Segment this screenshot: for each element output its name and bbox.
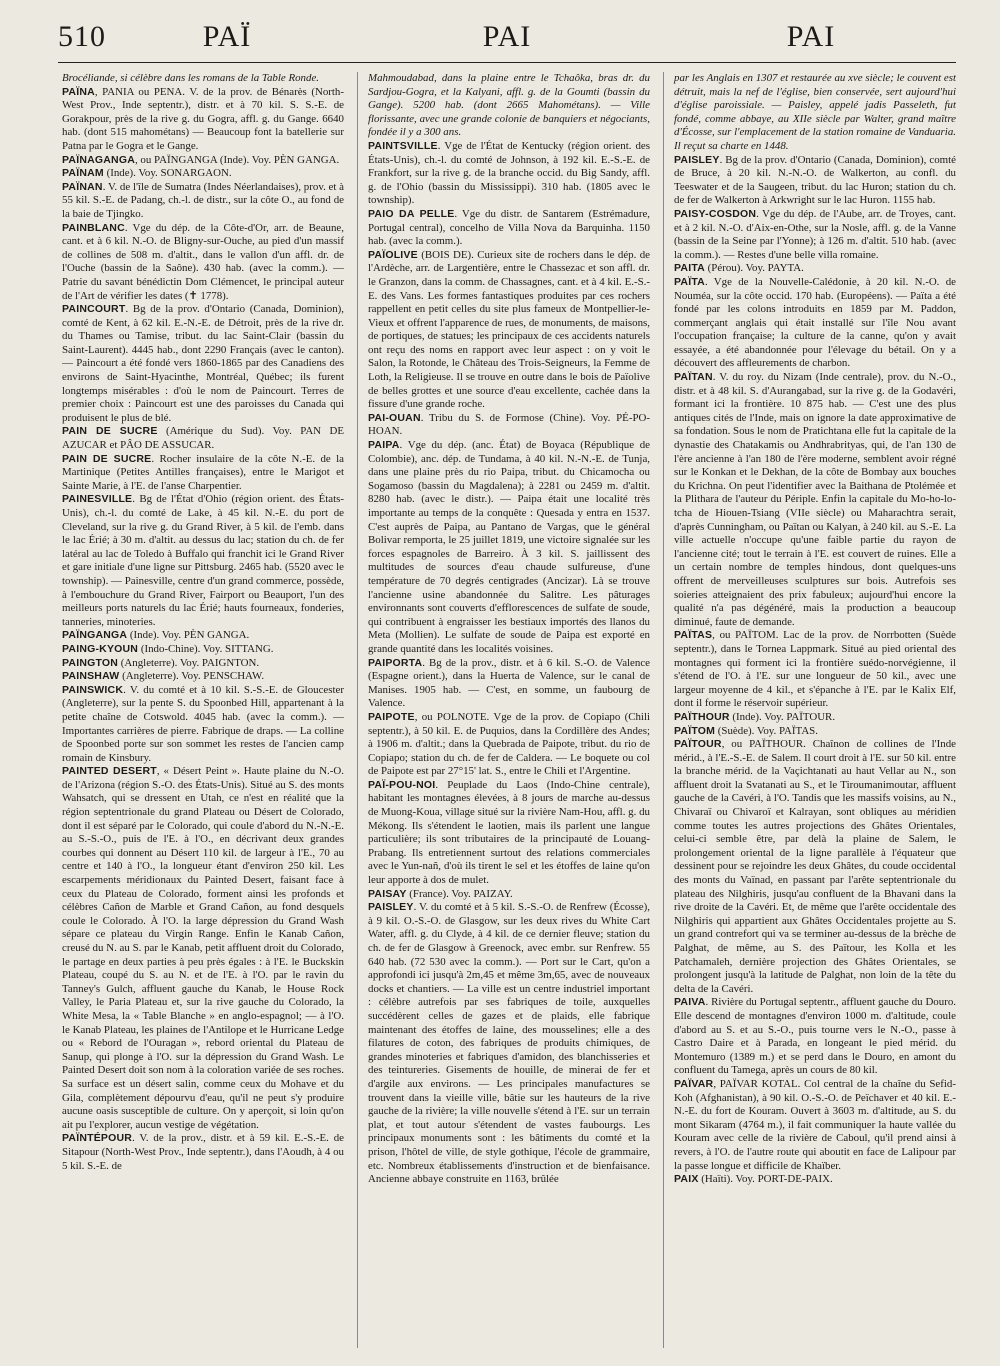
dictionary-entry <box>62 72 344 86</box>
dictionary-entry <box>674 208 956 262</box>
entry-text: . V. de l'île de Sumatra (Indes Néerlandaises), prov. et à 55 kil. S.-E. de Padang, ch.-l. de distr., sur la côte O., au fond de la baie de Tjingko. <box>62 180 344 220</box>
dictionary-entry <box>62 167 344 181</box>
dictionary-entry <box>368 711 650 779</box>
entry-text: . V. du roy. du Nizam (Inde centrale), prov. du N.-O., distr. et à 48 kil. S. d'Aurangabad, sur la rive g. de la Godavéri, formant ici la frontière. 10 875 hab. — C'est une des plus antiques cités de l'Inde, mais on ignore la date approximative de sa fondation. Sous le nom de Pratichtana elle fut la capitale de la dynastie des Chatakamis ou Andhrabrityas, qui, de l'an 130 de l'ère ancienne à l'an 180 de l'ère moderne, semblent avoir régné sur le Konkan et le Dekhan, de la côte de Bombay aux bouches du Krichna. On peut l'identifier avec la Baithana de Ptolémée et la Plithara de l'auteur du Périple. Enfin la capitale du Mo-ho-lo-tcha de Hiouen-Tsiang (VIIe siècle) ou Maharachtra serait, d'après Cunningham, ou Païtan ou Kalyan, à 240 kil. au S.-E. La ville actuelle n'occupe qu'une faible partie du rayon de l'ancienne cité; tout le terrain à l'E. est couvert de ruines. Elle a un certain nombre de temples hindous, dont quelques-uns offrent de merveilleuses sculptures sur bois. Autrefois ses soieries atteignaient des prix fabuleux; aujourd'hui encore la qualité n'a pas dégénéré, mais la production a beaucoup diminué, faute de demande. <box>674 371 956 628</box>
header-left <box>58 20 348 54</box>
entry-headword: PAÏTOUR <box>674 738 722 751</box>
entry-text: . Vge de l'État de Kentucky (région orient. des États-Unis), ch.-l. du comté de Johnson, à 192 kil. E.-S.-E. de Frankfort, sur la rive g. de la branche occid. du Big Sandy, affl. g. de l'Ohio (bassin du Mississippi). 310 hab. (1805 avec le township). <box>368 139 650 207</box>
entry-text: , ou PAÏNGANGA (Inde). Voy. PÈN GANGA. <box>134 153 340 166</box>
entry-headword: PAIO DA PELLE <box>368 207 455 220</box>
entry-text: . Vge du distr. de Santarem (Estrémadure, Portugal central), concelho de Villa Nova da Barquinha. 1150 hab. (avec la comm.). <box>368 207 650 248</box>
running-head-center: PAI <box>482 20 532 53</box>
dictionary-entry <box>62 1132 344 1173</box>
dictionary-entry <box>674 738 956 996</box>
continued-text: par les Anglais en 1307 et restaurée au xve siècle; le couvent est détruit, mais la nef de l'église, bien conservée, sert aujourd'hui d'église paroissiale. — Paisley, appelé jadis Passeleth, fut fondé, comme abbaye, au XIIe siècle par Walter, grand maître d'Écosse, sur l'emplacement de la station romaine de Vanduaria. Il reçut sa charte en 1448. <box>674 72 956 152</box>
dictionary-entry <box>674 72 956 154</box>
entry-text: . Bg de la prov. d'Ontario (Canada, Dominion), comté de Kent, à 62 kil. E.-N.-E. de Détroit, près de la rive dr. du Thames ou Tamise, tribut. du lac Saint-Clair (bassin du Saint-Laurent). 4445 hab., dont 2290 Français (avec le canton). — Paincourt a été fondé vers 1860-1865 par des Canadiens des environs de Saint-Hyacinthe, Montréal, Québec; ils furent longtemps misérables : d'où le nom de Paincourt. Terres de premier choix : Paincourt est une des paroisses du Canada qui produisent le plus de blé. <box>62 303 344 424</box>
dictionary-entry <box>62 657 344 671</box>
entry-text: . Vge du dép. (anc. État) de Boyaca (République de Colombie), anc. dép. de Tundama, à 40 kil. N.-N.-E. de Tunja, dans une plaine près du rio Paipa, tribut. du Chicamocha ou Sogamoso (bassin du Magdalena); à 2281 ou 2459 m. d'altit. 8280 hab. (avec le distr.). — Paipa était une localité très importante au temps de la conquête : Quesada y entra en 1537. C'est auprès de Paipa, au Pantano de Vargas, que le général Bolivar remporta, le 25 juillet 1819, une victoire signalée sur les forces espagnoles de Barreiro. À 3 kil. S. jaillissent des multitudes de sources d'eau chaude sulfureuse, d'une température de 70 degrés centigrades (Ancizar). Là se trouve l'ancienne usine abandonnée du Salitre. Les pâturages environnants sont couverts d'efflorescences de sulfate de soude, qui contribuent à engraisser les bestiaux importés des llanos du Meta (Mollien). Le sulfate de soude de Paipa est exporté en grande quantité dans les localités voisines. <box>368 439 650 655</box>
entry-headword: PAÏTHOUR <box>674 710 730 723</box>
entry-headword: PAIVA <box>674 996 706 1009</box>
entry-text: . Bg de l'État d'Ohio (région orient. des États-Unis), ch.-l. du comté de Lake, à 45 kil. N.-E. du port de Cleveland, sur la rive g. du Grand River, à 5 kil. de l'emb. dans le lac Érié; à 30 m. d'altit. au dessus du lac; station du ch. de fer latéral au lac de Toledo à Buffalo qui franchit ici le Grand River et gare initiale d'une ligne sur Pittsburg. 2465 hab. (5520 avec le township). — Painesville, centre d'un grand commerce, possède, à l'embouchure du Grand River, Fairport ou Beauport, l'un des meilleurs ports naturels du lac Érié; hauts fourneaux, fonderies, tanneries, minoteries. <box>62 493 344 628</box>
entry-text: (Angleterre). Voy. PENSCHAW. <box>119 670 265 683</box>
entry-headword: PAIPOTE <box>368 710 415 723</box>
entry-headword: PAI-OUAN <box>368 411 421 424</box>
dictionary-entry <box>62 643 344 657</box>
dictionary-entry <box>674 371 956 629</box>
entry-headword: PAÏVAR <box>674 1077 714 1090</box>
column-3 <box>663 72 956 1348</box>
entry-headword: PAIPA <box>368 439 400 452</box>
entry-text: . Vge de la Nouvelle-Calédonie, à 20 kil. N.-O. de Nouméa, sur la côte occid. 170 hab. (Européens). — Païta a été fondé par les colons introduits en 1859 par M. Paddon, commerçant anglais qui était installé sur l'île Nou avant l'occupation française; la culture de la canne, qu'on y avait essayée, a été abandonnée pour l'élevage du bétail. On y a découvert des affleurements de charbon. <box>674 275 956 370</box>
dictionary-entry <box>674 1173 956 1187</box>
entry-headword: PAINSHAW <box>62 670 120 683</box>
dictionary-entry <box>368 439 650 657</box>
entry-text: (Amérique du Sud). Voy. PAN DE AZUCAR et PÂO DE ASSUCAR. <box>62 425 344 452</box>
column-1 <box>62 72 344 1348</box>
entry-headword: PAÏNAM <box>62 167 104 180</box>
entry-text: . V. du comté et à 10 kil. S.-S.-E. de Gloucester (Angleterre), sur la pente S. du Spoonbed Hill, appartenant à la petite chaîne de Cotswold. 4045 hab. (avec la comm.). — Importantes carrières de pierre. Fabrique de draps. — La colline de Spoonbed porte sur son sommet les restes de l'ancien camp romain de Kinsbury. <box>62 683 344 764</box>
entry-text: , ou POLNOTE. Vge de la prov. de Copiapo (Chili septentr.), à 50 kil. E. de Puquios, dans la Cordillère des Andes; à 1906 m. d'altit.; dans la Quebrada de Paipote, tribut. du rio de Copiapo; station du ch. de fer de Caldera. — Le boquete ou col de Paipote est par 27°15' lat. S., entre le Chili et l'Argentine. <box>368 710 650 778</box>
entry-text: . Peuplade du Laos (Indo-Chine centrale), habitant les montagnes élevées, à 8 jours de marche au-dessus de Muong-Koua, village situé sur la rivière Nam-Hou, affl. g. du Mékong. Ils s'étendent le laotien, mais ils parlent une langue particulière; ils sont tributaires de la principauté de Louang-Prabang. Ils entretiennent surtout des relations commerciales avec le Yun-nañ, d'où ils tirent le sel et les étoffes de laine qu'on leur apporte à dos de mulet. <box>368 778 650 887</box>
entry-headword: PAINTED DESERT <box>62 765 157 778</box>
entry-headword: PAING-KYOUN <box>62 642 139 655</box>
dictionary-entry <box>368 779 650 888</box>
entry-headword: PAIPORTA <box>368 656 423 669</box>
entry-text: (Angleterre). Voy. PAIGNTON. <box>118 656 260 669</box>
entry-text: . Rivière du Portugal septentr., affluent gauche du Douro. Elle descend de montagnes d'environ 1000 m. d'altitude, coule d'abord au S. et au S.-O., puis tourne vers le N.-O., passe à Castro Daire et à Parada, en longeant le pied mérid. du Montemuro (1389 m.) et se perd dans le Douro, en amont du confluent du Tamega, après un cours de 80 kil. <box>674 996 956 1077</box>
dictionary-entry <box>62 670 344 684</box>
entry-headword: PAÏNAGANGA <box>62 153 135 166</box>
entry-text: (Suède). Voy. PAÏTAS. <box>715 724 818 737</box>
running-head-left: PAÏ <box>202 20 252 53</box>
dictionary-entry <box>62 684 344 766</box>
header-rule <box>58 62 956 63</box>
entry-headword: PAÏTOM <box>674 724 716 737</box>
column-2 <box>357 72 650 1348</box>
entry-text: , PAÏVAR KOTAL. Col central de la chaîne du Sefid-Koh (Afghanistan), à 90 kil. O.-S.-O. de Peïchaver et 40 kil. E.-N.-E. du fort de Kouram. Ouvert à 3603 m. d'altitude, au S. du mont Sikaram (4764 m.), il fait communiquer la haute vallée du Kouram avec celle de la rivière de Caboul, qu'il prend ainsi à revers, à l'O. de l'autre route qui aboutit en face de Lalipour par la passe longue et difficile de Khaïber. <box>674 1077 956 1172</box>
header-center <box>362 20 652 54</box>
dictionary-entry <box>674 1078 956 1173</box>
dictionary-entry <box>62 222 344 304</box>
header-right <box>666 20 956 54</box>
entry-headword: PAÏNAN <box>62 180 103 193</box>
dictionary-entry <box>674 154 956 208</box>
entry-headword: PAIX <box>674 1173 699 1186</box>
entry-headword: PAINBLANC <box>62 221 125 234</box>
entry-text: (Inde). Voy. SONARGAON. <box>103 167 232 180</box>
dictionary-entry <box>62 303 344 425</box>
dictionary-entry <box>674 996 956 1078</box>
entry-text: (Pérou). Voy. PAYTA. <box>704 262 804 275</box>
page-number: 510 <box>58 20 106 53</box>
page-header <box>58 18 956 54</box>
entry-headword: PAÏTAN <box>674 371 713 384</box>
entry-headword: PAIN DE SUCRE <box>62 425 158 438</box>
entry-headword: PAINSWICK <box>62 683 124 696</box>
entry-text: , ou PAÏTOM. Lac de la prov. de Norrbotten (Suède septentr.), dans le Tornea Lappmark. Situé au pied oriental des montagnes qui forment ici la frontière suédo-norvégienne, il s'étend de l'O. à l'E. sur une longueur de 50 kil., avec une largeur moyenne de 4 kil., et s'épanche à l'E. par le Kalix Elf, dont il forme le réservoir supérieur. <box>674 629 956 710</box>
entry-text: . Vge du dép. de la Côte-d'Or, arr. de Beaune, cant. et à 6 kil. N.-O. de Bligny-sur-Ouche, au pied d'un massif de collines de 508 m. d'altit., dans le vallon d'un affl. dr. de l'Ouche (bassin de la Saône). 430 hab. (avec la comm.). — Patrie du savant bénédictin Dom Clémencet, le principal auteur de l'Art de vérifier les dates (✝ 1778). <box>62 221 344 302</box>
entry-text: (Inde). Voy. PÈN GANGA. <box>127 629 250 642</box>
entry-headword: PAÏ-POU-NOI <box>368 778 436 791</box>
entry-text: (France). Voy. PAIZAY. <box>406 887 513 900</box>
entry-text: . Vge du dép. de l'Aube, arr. de Troyes, cant. et à 2 kil. N.-O. d'Aix-en-Othe, sur la Nosle, affl. g. de la Vanne (bassin de la Seine par l'Yonne); à 126 m. d'altit. 510 hab. (avec la comm.). — Restes d'une belle villa romaine. <box>674 207 956 261</box>
continued-text: Brocéliande, si célèbre dans les romans de la Table Ronde. <box>62 72 319 84</box>
entry-text: , « Désert Peint ». Haute plaine du N.-O. de l'Arizona (région S.-O. des États-Unis). Situé au S. des monts Wahsatch, qui se dressent en Utah, ce n'est en réalité que la région septentrionale du grand Plateau ou Désert de Colorado, dont il est séparé par le Colorado, qui coule d'abord du N.-N.-E. au S.-S.-O., puis de l'E. à l'O., en décrivant deux grandes courbes qui donnent au Désert 110 kil. de largeur à l'E., 70 au centre et 140 à l'O., la longueur étant d'environ 250 kil. Les escarpements méridionaux du Painted Desert, faisant face à ceux du Plateau de Colorado, forment ainsi les profonds et célèbres Cañon de Marble et Grand Cañon, au fond desquels coule le Colorado. À l'O. la large dépression du Grand Wash sépare ce plateau du Virgin Range. Enfin le Kanab Cañon, creusé du N. au S. par le Kanab, petit affluent droit du Colorado, le partage en deux parties à peu près égales : à l'E. le Buckskin Plateau, coupé du S. au N. et de l'E. à l'O. par le ravin du Tanney's Gulch, affluent gauche du Kanab, le House Rock Valley, le Paria Plateau et, sur la rive gauche du Colorado, la White Mesa, la « Table Blanche » en anglo-espagnol; — à l'O. le Kanab Plateau, les plaines de l'Antilope et le Hurricane Ledge ou « Rebord de l'Ouragan », rebord oriental du Plateau de Sanup, qui plonge à l'O. sur la dépression du Grand Wash. Le Painted Desert doit son nom à la coloration variée de ses roches. Sa surface est un désert salin, comme ceux du Mohave et du Gila, complètement dépourvu d'eau, qu'il ne peut s'y produire aucune oasis susceptible de culture. On y aperçoit, si loin qu'on ait pu l'explorer, aucun vestige de végétation. <box>62 765 344 1131</box>
entry-headword: PAITA <box>674 262 705 275</box>
running-head-right: PAI <box>786 20 836 53</box>
dictionary-entry <box>368 208 650 249</box>
dictionary-entry <box>62 181 344 222</box>
entry-headword: PAÏNA <box>62 85 95 98</box>
dictionary-entry <box>368 901 650 1186</box>
dictionary-entry <box>368 888 650 902</box>
continued-text: Mahmoudabad, dans la plaine entre le Tchaôka, bras dr. du Sardjou-Gogra, et la Kalyani, affl. g. de la Goumti (bassin du Gange). 5200 hab. (dont 2665 Mahométans). — Ville florissante, avec une grande colonie de banquiers et négociants, fondée il y a 300 ans. <box>368 72 650 139</box>
text-columns <box>62 72 956 1348</box>
dictionary-entry <box>62 453 344 494</box>
dictionary-entry <box>62 154 344 168</box>
entry-headword: PAISLEY <box>368 901 414 914</box>
entry-headword: PAINCOURT <box>62 303 126 316</box>
entry-headword: PAÏOLIVE <box>368 248 418 261</box>
dictionary-entry <box>368 140 650 208</box>
entry-headword: PAINGTON <box>62 656 119 669</box>
entry-text: (Indo-Chine). Voy. SITTANG. <box>138 642 274 655</box>
entry-headword: PAÏTA <box>674 275 705 288</box>
entry-headword: PAISLEY <box>674 153 720 166</box>
dictionary-entry <box>62 765 344 1132</box>
dictionary-entry <box>62 86 344 154</box>
entry-text: , PANIA ou PENA. V. de la prov. de Bénarès (North-West Prov., Inde septentr.), distr. et à 70 kil. S. S.-E. de Gorakpour, près de la rive g. du Gogra, affl. g. du Gange. 6640 hab. (dont 515 mahométans) — Beaucoup font la batellerie sur Patna par le Gogra et le Gange. <box>62 85 344 152</box>
entry-headword: PAÏNTÉPOUR <box>62 1132 133 1145</box>
entry-headword: PAÏTAS <box>674 629 713 642</box>
entry-headword: PAINTSVILLE <box>368 139 438 152</box>
entry-headword: PAÏNGANGA <box>62 629 128 642</box>
dictionary-entry <box>368 72 650 140</box>
entry-headword: PAISAY <box>368 887 407 900</box>
dictionary-entry <box>62 425 344 452</box>
dictionary-entry <box>368 412 650 439</box>
dictionary-entry <box>674 276 956 371</box>
entry-text: . Tribu du S. de Formose (Chine). Voy. PÉ-PO-HOAN. <box>368 411 650 438</box>
dictionary-entry <box>674 262 956 276</box>
dictionary-entry <box>368 249 650 412</box>
dictionary-entry <box>674 711 956 725</box>
dictionary-entry <box>368 657 650 711</box>
entry-text: , ou PAÏTHOUR. Chaînon de collines de l'Inde mérid., à l'E.-S.-E. de Salem. Il court droit à l'E. sur 50 kil. entre la branche mérid. de la Vaçichtanati au haut Vellar au N., son affluent droit la Svatanati au S., et le Tiroumanimoutar, affluent gauche de la Cavéri, à l'O. Tandis que les massifs voisins, au N., Chivaraï ou Chivaroï et Kalrayan, sont obliques au méridien comme toutes les autres projections des Ghâtes Orientales, celui-ci semble être, par delà la plaine de Salem, le prolongement oriental de la ligne parallèle à l'équateur que dessinent pour se rejoindre les deux Ghâtes, du coude occidental des monts du Vaïnad, en passant par l'arête septentrionale du plateau des Nilghiris, jusqu'au confluent de la Bhavani dans la rive droite de la Cavéri. Et, de même que l'arête occidentale des Nilghiris qui appartient aux Ghâtes Occidentales projette au S. un grand contrefort qui va se terminer au-dessus de la brèche de Palghat, de même, au S. des Païtour, les Kolla et les Patchamaleh, dernière projection des Ghâtes Orientales, se prolongent jusqu'à la latitude de Palghat, non loin de la tête du delta de la Cavéri. <box>674 738 956 995</box>
entry-text: (Inde). Voy. PAÏTOUR. <box>729 710 836 723</box>
dictionary-entry <box>674 725 956 739</box>
dictionary-entry <box>62 629 344 643</box>
dictionary-entry <box>674 629 956 711</box>
entry-text: . V. de la prov., distr. et à 59 kil. E.-S.-E. de Sitapour (North-West Prov., Inde septentr.), dans l'Aoudh, à 4 ou 5 kil. S.-E. de <box>62 1132 344 1172</box>
entry-headword: PAINESVILLE <box>62 493 133 506</box>
entry-text: (BOIS DE). Curieux site de rochers dans le dép. de l'Ardèche, arr. de Largentière, entre le Chassezac et son affl. dr. le Granzon, dans la comm. de Chassagnes, cant. et à 4 kil. E.-S.-E. des Vans. Les formes fantastiques produites par ces rochers rappellent en petit celles du site plus fameux de Montpellier-le-Vieux et offrent l'apparence de rues, de monuments, de maisons, de portiques, de statues; les principaux de ces accidents naturels ont reçu des noms en rapport avec leur aspect : on y voit le Salon, la Rotonde, le Château des Trois-Seigneurs, la Femme de Loth, la Religieuse. Il se trouve en outre dans le bois de Païolive de belles grottes et une source d'eau excellente, cachée dans la fissure d'une grande roche. <box>368 248 650 411</box>
dictionary-entry <box>62 493 344 629</box>
entry-text: . Rocher insulaire de la côte N.-E. de la Martinique (Petites Antilles françaises), entre le Marigot et Sainte Marie, à l'E. de l'anse Charpentier. <box>62 452 344 492</box>
entry-text: . V. du comté et à 5 kil. S.-S.-O. de Renfrew (Écosse), à 9 kil. O.-S.-O. de Glasgow, sur les deux rives du White Cart Water, affl. g. du Clyde, à 4 kil. de ce dernier fleuve; station du ch. de fer de Glasgow à Greenock, avec embr. sur Renfrew. 55 640 hab. (72 530 avec la comm.). — Port sur le Cart, qu'on a approfondi ici jusqu'à 2m,45 et même 3m,65, avec de nouveaux docks et chantiers. — La ville est un centre industriel important : célèbre autrefois par ses fabriques de toile, auxquelles succédèrent celles de gazes et de plaids, elle fabrique maintenant des étoffes de laine, des mousselines; elle a des filatures de coton, des fabriques de produits chimiques, de grandes minoteries et fabriques d'amidon, des blanchisseries et des teintureries. Gisements de houille, de minerai de fer et d'argile aux environs. — Les principales manufactures se trouvent dans la vieille ville, bâtie sur les hauteurs de la rive gauche de la rivière; la ville nouvelle s'étend à l'E. sur un terrain plat, et tout autour s'étendent de vastes faubourgs. Les principaux monuments sont : les bâtiments du comté et la prison, l'hôtel de ville, de style gothique, l'école de grammaire, etc. Nombreux établissements d'instruction et de bienfaisance. Ancienne abbaye construite en 1163, brûlée <box>368 901 650 1186</box>
entry-headword: PAIN DE SUCRE <box>62 452 152 465</box>
entry-headword: PAISY-COSDON <box>674 207 757 220</box>
entry-text: . Bg de la prov. d'Ontario (Canada, Dominion), comté de Bruce, à 20 kil. N.-N.-O. de Walkerton, au confl. du Teeswater et de la Saugeen, tribut. du lac Huron; station du ch. de fer de Walkerton à Arkwright sur le lac Huron. 1155 hab. <box>674 153 956 207</box>
entry-text: . Bg de la prov., distr. et à 6 kil. S.-O. de Valence (Espagne orient.), dans la Huerta de Valence, sur le canal de Manises. 1905 hab. — C'est, en somme, un faubourg de Valence. <box>368 656 650 710</box>
entry-text: (Haïti). Voy. PORT-DE-PAIX. <box>698 1173 833 1186</box>
